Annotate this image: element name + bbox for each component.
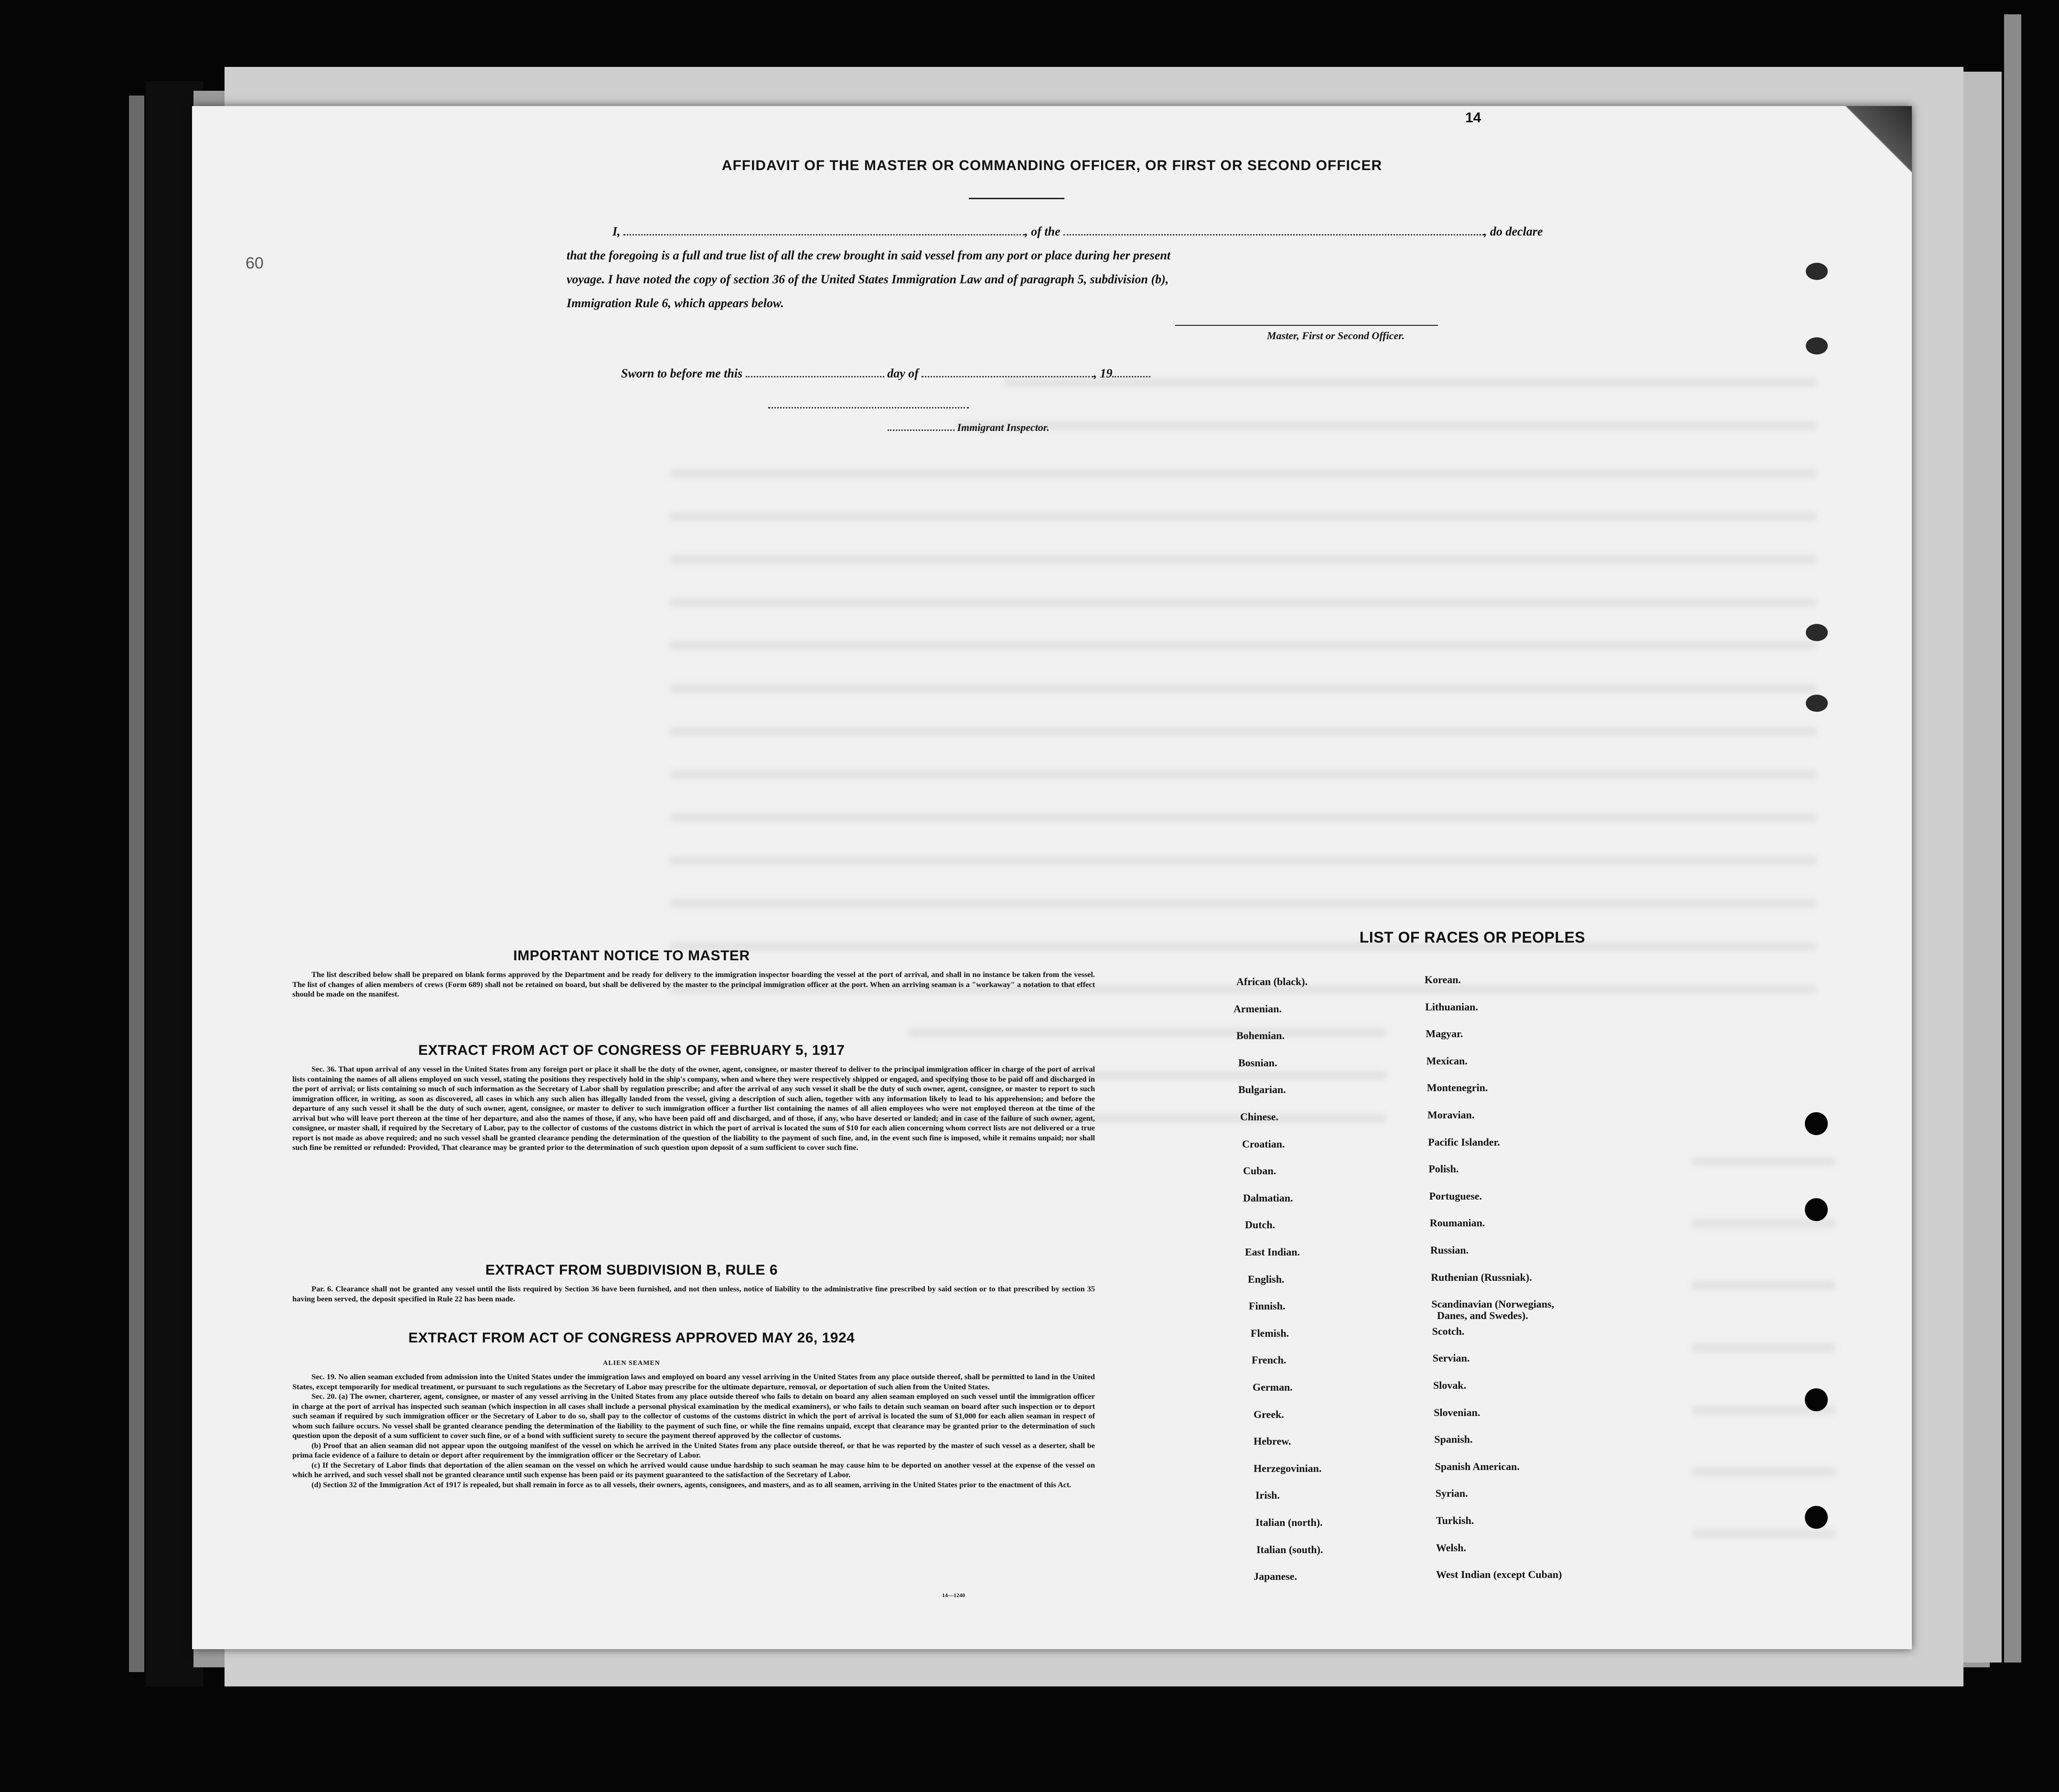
sworn-label: Sworn to before me this — [621, 366, 743, 380]
bleed-through — [1692, 1343, 1835, 1352]
extract-rule6-title: EXTRACT FROM SUBDIVISION B, RULE 6 — [485, 1262, 778, 1278]
bleed-through — [670, 856, 1816, 865]
sworn-month-field[interactable] — [922, 376, 1094, 377]
race-scandinavian-continued: Danes, and Swedes). — [1437, 1309, 1528, 1321]
bleed-through — [909, 1028, 1386, 1037]
race-item: Herzegovinian. — [1254, 1462, 1322, 1474]
title-rule — [969, 198, 1064, 199]
race-item: French. — [1252, 1354, 1287, 1366]
race-item: Korean. — [1425, 974, 1461, 986]
margin-mark: 60 — [246, 254, 264, 272]
do-declare-label: , do declare — [1484, 225, 1543, 238]
sworn-day-field[interactable] — [746, 376, 884, 377]
extract-1924-title: EXTRACT FROM ACT OF CONGRESS APPROVED MAY 26, 1924 — [408, 1330, 855, 1346]
bleed-through — [670, 813, 1816, 822]
affidavit-declaration-line — [612, 225, 1749, 239]
race-item: Croatian. — [1242, 1138, 1285, 1150]
binder-hole — [1806, 263, 1828, 280]
inspector-signature-line[interactable] — [768, 407, 969, 408]
master-signature-label: Master, First or Second Officer. — [1267, 330, 1405, 342]
bleed-through — [670, 598, 1816, 607]
race-item: Hebrew. — [1254, 1435, 1291, 1447]
race-item: African (black). — [1236, 976, 1308, 987]
race-item: Slovak. — [1433, 1379, 1467, 1391]
race-item: West Indian (except Cuban) — [1436, 1568, 1562, 1580]
race-item: Dutch. — [1245, 1219, 1275, 1231]
binder-hole — [1806, 337, 1828, 354]
alien-seamen-subtitle: ALIEN SEAMEN — [603, 1360, 660, 1367]
race-item: Scotch. — [1432, 1325, 1465, 1337]
inspector-dots — [888, 429, 954, 431]
binder-hole — [1806, 624, 1828, 641]
binder-hole — [1805, 1198, 1828, 1221]
scanner-edge-left — [129, 96, 144, 1672]
bleed-through — [670, 641, 1816, 650]
bleed-through — [670, 512, 1816, 521]
binder-hole — [1805, 1388, 1828, 1411]
binder-hole — [1806, 695, 1828, 712]
race-item: Spanish. — [1434, 1433, 1473, 1445]
binder-hole — [89, 495, 112, 518]
extract-rule6-body — [292, 1284, 1095, 1304]
of-the-label: , of the — [1025, 225, 1061, 238]
race-item: Polish. — [1428, 1163, 1459, 1175]
race-item: Bulgarian. — [1238, 1084, 1286, 1095]
race-item: Turkish. — [1436, 1514, 1474, 1526]
master-signature-line[interactable] — [1175, 325, 1438, 326]
binder-hole — [1805, 1112, 1828, 1135]
binder-hole — [84, 1518, 107, 1541]
bleed-through — [670, 727, 1816, 736]
affidavit-line-3: Immigration Rule 6, which appears below. — [567, 296, 784, 310]
sworn-year-field[interactable] — [1112, 376, 1150, 377]
race-item: German. — [1253, 1381, 1293, 1393]
affidavit-page — [192, 106, 1912, 1649]
vessel-name-field[interactable] — [1063, 234, 1484, 236]
race-item: Flemish. — [1251, 1327, 1289, 1339]
inspector-label: Immigrant Inspector. — [957, 421, 1050, 433]
race-item: Slovenian. — [1434, 1406, 1480, 1418]
day-of-label: day of — [887, 366, 919, 380]
bleed-through — [956, 421, 1816, 430]
sec20d-text: (d) Section 32 of the Immigration Act of 1917 is repealed, but shall remain in force as to all vessels, their owners, agents, consignees, and masters, and as to all seamen, arriving in the United States prior to the enactment of this Act. — [311, 1480, 1072, 1489]
race-item: Roumanian. — [1429, 1217, 1485, 1229]
sec20c-text: (c) If the Secretary of Labor finds that deportation of the alien seaman on the vessel on which he arrived would cause undue hardship to such seaman he may cause him to be deported on another vessel at the expense of the vessel on which he arrived, and such vessel shall not be granted clearance until such expense has been paid or its payment guaranteed to the satisfaction of the Secretary of Labor. — [292, 1460, 1095, 1479]
bleed-through — [670, 770, 1816, 779]
race-item: Dalmatian. — [1243, 1192, 1293, 1204]
notice-body — [292, 970, 1095, 999]
binder-hole — [89, 823, 112, 846]
race-item: Chinese. — [1240, 1111, 1279, 1123]
race-item: Italian (north). — [1255, 1516, 1323, 1528]
bleed-through — [670, 469, 1816, 478]
form-number: 14—1240 — [942, 1592, 965, 1599]
affidavit-title: AFFIDAVIT OF THE MASTER OR COMMANDING OFFICER, OR FIRST OR SECOND OFFICER — [721, 158, 1383, 173]
corner-mark: 14 — [1465, 110, 1481, 126]
race-item: Bosnian. — [1238, 1057, 1277, 1069]
extract-1917-title: EXTRACT FROM ACT OF CONGRESS OF FEBRUARY 5, 1917 — [418, 1042, 845, 1058]
race-item: Ruthenian (Russniak). — [1431, 1271, 1532, 1283]
race-item: Pacific Islander. — [1428, 1136, 1500, 1148]
bleed-through — [670, 555, 1816, 564]
race-item: East Indian. — [1245, 1246, 1300, 1258]
scanner-edge-right — [2004, 14, 2021, 1663]
race-item: Japanese. — [1254, 1570, 1298, 1582]
race-item: Armenian. — [1233, 1003, 1282, 1015]
i-label: I, — [612, 225, 621, 238]
bleed-through — [1692, 1530, 1835, 1538]
binder-hole — [1805, 1506, 1828, 1529]
race-item: Mexican. — [1426, 1055, 1468, 1067]
binder-hole — [84, 1366, 107, 1389]
race-item: Moravian. — [1427, 1109, 1475, 1121]
race-item: Montenegrin. — [1426, 1082, 1488, 1094]
year-label: , 19 — [1094, 366, 1113, 380]
bleed-through — [1692, 1281, 1835, 1290]
affidavit-line-1: that the foregoing is a full and true list of all the crew brought in said vessel from any port or place during her present — [567, 248, 1171, 262]
bleed-through — [1692, 1157, 1835, 1166]
inspector-line — [888, 421, 1050, 434]
sec20a-text: Sec. 20. (a) The owner, charterer, agent, consignee, or master of any vessel arriving in the United States from any place outside thereof who fails to detain on board any alien seaman employed on such vessel until the immigration officer in charge at the port of arrival has inspected such seaman (which inspection in all cases shall include a personal physical examination by the medical examiners), or who fails to detain such seaman on board after such inspection or to deport such seaman if required by such immigration officer or the Secretary of Labor to do so, shall pay to the collector of customs of the customs district in which the port of arrival is located the sum of $1,000 for each alien seaman in respect of whom such failure occurs. No vessel shall be granted clearance pending the determination of the liability to the payment of such fine, or while the fine remains unpaid, except that clearance may be granted prior to the determination of such question upon the deposit of a sum sufficient to cover such fine, or of a bond with sufficient surety to secure the payment thereof approved by the collector of customs. — [292, 1392, 1095, 1440]
binder-hole — [89, 677, 112, 700]
race-item: Welsh. — [1436, 1542, 1466, 1554]
race-item: Lithuanian. — [1425, 1001, 1478, 1013]
race-item: Syrian. — [1435, 1487, 1468, 1499]
race-item: Finnish. — [1249, 1300, 1286, 1312]
extract-1924-body — [292, 1372, 1095, 1490]
folded-corner — [1812, 106, 1912, 192]
officer-name-field[interactable] — [623, 234, 1025, 236]
extract-1917-body — [292, 1064, 1095, 1153]
par6-text: Par. 6. Clearance shall not be granted any vessel until the lists required by Section 36 have been furnished, and not then unless, notice of liability to the administrative fine prescribed by said section or to that prescribed by section 35 having been served, the deposit specified in Rule 22 has been made. — [292, 1284, 1095, 1303]
bleed-through — [670, 684, 1816, 693]
race-item: Bohemian. — [1236, 1030, 1285, 1041]
binder-hole — [84, 1138, 107, 1161]
race-item: Russian. — [1430, 1244, 1469, 1256]
binder-hole — [84, 1193, 107, 1216]
race-item: Portuguese. — [1429, 1190, 1482, 1202]
scanner-edge-right-inner — [1963, 72, 2002, 1663]
binder-hole — [89, 353, 112, 376]
sec19-text: Sec. 19. No alien seaman excluded from admission into the United States under the immigration laws and employed on board any vessel arriving in the United States from any place outside thereof, shall be permitted to land in the United States, except temporarily for medical treatment, or pursuant to such regulations as the Secretary of Labor may prescribe for the ultimate departure, removal, or deportation of such alien from the United States. — [292, 1372, 1095, 1391]
race-item: Scandinavian (Norwegians, — [1431, 1298, 1555, 1310]
bleed-through — [1692, 1468, 1835, 1476]
race-item: Spanish American. — [1435, 1460, 1520, 1472]
race-item: Servian. — [1432, 1352, 1470, 1364]
race-item: Magyar. — [1426, 1028, 1463, 1040]
sec36-text: Sec. 36. That upon arrival of any vessel in the United States from any foreign port or place it shall be the duty of the owner, agent, consignee, or master thereof to deliver to the principal immigration officer in charge of the port of arrival lists containing the names of all aliens employed on such vessel, stating the positions they respectively hold in the ship's company, when and where they were respectively shipped or engaged, and specifying those to be paid off and discharged in the port of arrival; or lists containing so much of such information as the Secretary of Labor shall by regulation prescribe; and after the arrival of any such vessel it shall be the duty of such owner, agent, consignee, or master to report to such immigration officer, in writing, as soon as discovered, all cases in which any such alien has illegally landed from the vessel, giving a description of such alien, together with any information likely to lead to his apprehension; and before the departure of any such vessel it shall be the duty of such owner, agent, consignee, or master to deliver to such immigration officer a further list containing the names of all alien employees who were not employed thereon at the time of the arrival but who will leave port thereon at the time of her departure, and also the names of those, if any, who have been paid off and discharged, and of those, if any, who have deserted or landed; and in case of the failure of such owner, agent, consignee, or master shall, if required by the Secretary of Labor, pay to the collector of customs of the customs district in which the port of arrival is located the sum of $10 for each alien concerning whom correct lists are not delivered or a true report is not made as above required; and no such vessel shall be granted clearance pending the determination of the question of the liability to the payment of such fine, and, in the event such fine is imposed, while it remains unpaid; nor shall such fine be remitted or refunded: Provided, That clearance may be granted prior to the determination of such question upon deposit of a sum sufficient to cover such fine. — [292, 1064, 1095, 1152]
race-item: Greek. — [1254, 1408, 1284, 1420]
sworn-line — [621, 366, 1150, 381]
races-title: LIST OF RACES OR PEOPLES — [1359, 929, 1586, 946]
race-item: English. — [1248, 1273, 1285, 1285]
race-item: Cuban. — [1243, 1165, 1276, 1177]
notice-title: IMPORTANT NOTICE TO MASTER — [513, 948, 750, 964]
notice-text: The list described below shall be prepared on blank forms approved by the Department and be ready for delivery to the immigration inspector boarding the vessel at the port of arrival, and shall in no instance be taken from the vessel. The list of changes of alien members of crews (Form 689) shall not be retained on board, but shall be delivered by the master to the principal immigration officer at the port. When an arriving seaman is a "workaway" a notation to that effect should be made on the manifest. — [292, 970, 1095, 998]
bleed-through — [670, 899, 1816, 908]
sec20b-text: (b) Proof that an alien seaman did not appear upon the outgoing manifest of the vessel on which he arrived in the United States from any place outside thereof, or that he was reported by the master of such vessel as a deserter, shall be prima facie evidence of a failure to detain or deport after requirement by the immigration officer or the Secretary of Labor. — [292, 1440, 1095, 1459]
affidavit-line-2: voyage. I have noted the copy of section 36 of the United States Immigration Law and of paragraph 5, subdivision (b), — [567, 272, 1169, 286]
race-item: Irish. — [1255, 1489, 1280, 1501]
race-item: Italian (south). — [1256, 1544, 1323, 1556]
